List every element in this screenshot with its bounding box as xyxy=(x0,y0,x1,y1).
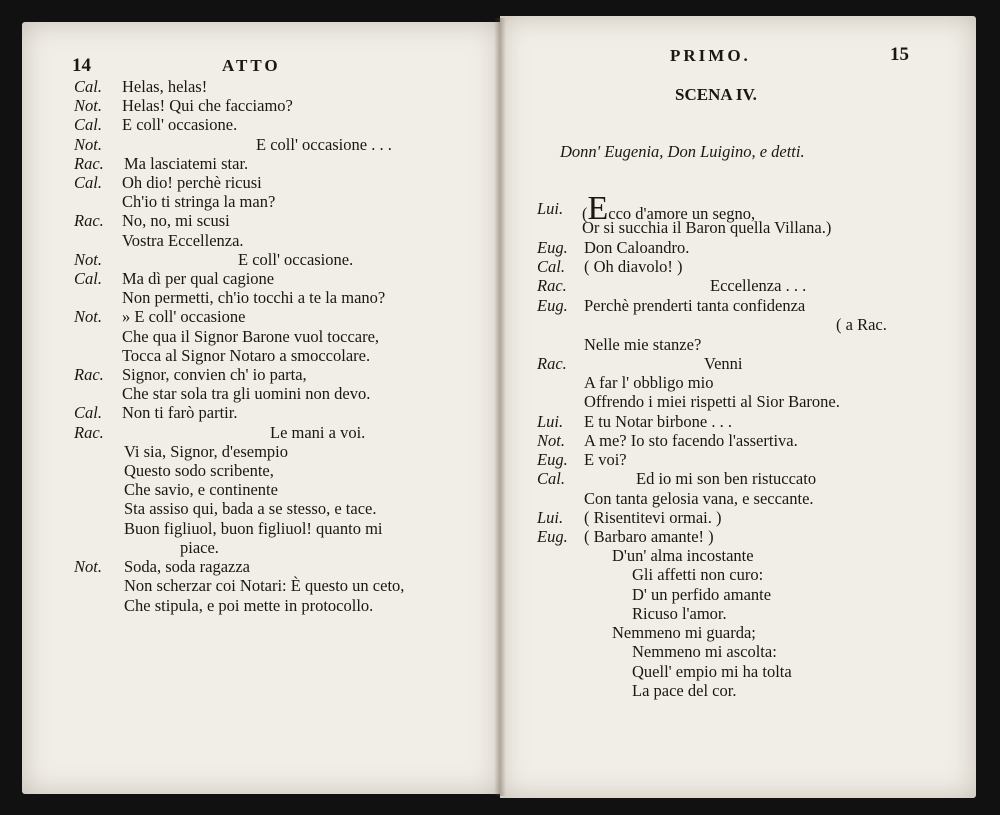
dialogue-line: ( Oh diavolo! ) xyxy=(584,257,683,276)
dialogue-line: Non permetti, ch'io tocchi a te la mano? xyxy=(122,288,386,307)
speaker-label: Not. xyxy=(74,250,102,269)
verse-line: D'un' alma incostante xyxy=(612,546,754,565)
dialogue-line: Don Caloandro. xyxy=(584,238,690,257)
dialogue-line: Con tanta gelosia vana, e seccante. xyxy=(584,489,814,508)
right-running-head: PRIMO. xyxy=(670,46,751,65)
left-page-number: 14 xyxy=(72,55,91,76)
dialogue-line: E tu Notar birbone . . . xyxy=(584,412,733,431)
drop-cap: E xyxy=(587,190,609,227)
book-gutter xyxy=(494,18,506,796)
speaker-label: Not. xyxy=(74,307,102,326)
dialogue-line: Ch'io ti stringa la man? xyxy=(122,192,276,211)
scene-characters: Donn' Eugenia, Don Luigino, e detti. xyxy=(560,142,805,161)
dialogue-line: Vi sia, Signor, d'esempio xyxy=(124,442,289,461)
verse-line: Ricuso l'amor. xyxy=(632,604,727,623)
dialogue-line: Ma lasciatemi star. xyxy=(124,154,249,173)
speaker-label: Not. xyxy=(74,135,102,154)
verse-line: Gli affetti non curo: xyxy=(632,565,764,584)
dialogue-line: Soda, soda ragazza xyxy=(124,557,250,576)
dialogue-line: Che star sola tra gli uomini non devo. xyxy=(122,384,371,403)
dialogue-line: (Ecco d'amore un segno, xyxy=(582,190,756,227)
dialogue-line: Non ti farò partir. xyxy=(122,403,238,422)
dialogue-line: Questo sodo scribente, xyxy=(124,461,274,480)
speaker-label: Rac. xyxy=(74,211,104,230)
verse-line: Nemmeno mi guarda; xyxy=(612,623,756,642)
dialogue-line: A me? Io sto facendo l'assertiva. xyxy=(584,431,798,450)
speaker-label: Eug. xyxy=(537,450,568,469)
left-running-head: ATTO xyxy=(222,56,281,75)
dialogue-line: Or si succhia il Baron quella Villana.) xyxy=(582,218,832,237)
speaker-label: Not. xyxy=(74,96,102,115)
stage-direction: ( a Rac. xyxy=(836,315,887,334)
right-page-number: 15 xyxy=(890,44,909,65)
speaker-label: Cal. xyxy=(74,269,102,288)
speaker-label: Cal. xyxy=(74,173,102,192)
dialogue-line: ( Risentitevi ormai. ) xyxy=(584,508,722,527)
dialogue-line: Ma dì per qual cagione xyxy=(122,269,275,288)
dialogue-line: Che stipula, e poi mette in protocollo. xyxy=(124,596,374,615)
speaker-label: Cal. xyxy=(74,77,102,96)
verse-line: La pace del cor. xyxy=(632,681,737,700)
speaker-label: Rac. xyxy=(74,154,104,173)
verse-line: Quell' empio mi ha tolta xyxy=(632,662,792,681)
dialogue-line: E voi? xyxy=(584,450,627,469)
dialogue-line: Le mani a voi. xyxy=(270,423,366,442)
dialogue-line: Vostra Eccellenza. xyxy=(122,231,244,250)
speaker-label: Eug. xyxy=(537,527,568,546)
dialogue-line: Oh dio! perchè ricusi xyxy=(122,173,262,192)
dialogue-line: Ed io mi son ben ristuccato xyxy=(636,469,817,488)
verse-line: Nemmeno mi ascolta: xyxy=(632,642,777,661)
verse-line: D' un perfido amante xyxy=(632,585,772,604)
dialogue-line: Che qua il Signor Barone vuol toccare, xyxy=(122,327,380,346)
dialogue-line: E coll' occasione . . . xyxy=(256,135,392,154)
dialogue-line: No, no, mi scusi xyxy=(122,211,230,230)
dialogue-line: Venni xyxy=(704,354,743,373)
dialogue-line: E coll' occasione. xyxy=(238,250,354,269)
speaker-label: Not. xyxy=(537,431,565,450)
scene-title: SCENA IV. xyxy=(675,85,757,104)
speaker-label: Lui. xyxy=(537,412,564,431)
speaker-label: Lui. xyxy=(537,199,564,218)
dialogue-line: Offrendo i miei rispetti al Sior Barone. xyxy=(584,392,840,411)
dialogue-line: Buon figliuol, buon figliuol! quanto mi xyxy=(124,519,383,538)
speaker-label: Rac. xyxy=(74,365,104,384)
dialogue-line: Perchè prenderti tanta confidenza xyxy=(584,296,806,315)
dialogue-line: Signor, convien ch' io parta, xyxy=(122,365,307,384)
dialogue-line: Tocca al Signor Notaro a smoccolare. xyxy=(122,346,371,365)
dialogue-line: Sta assiso qui, bada a se stesso, e tace. xyxy=(124,499,377,518)
dialogue-line: piace. xyxy=(180,538,219,557)
dialogue-line: » E coll' occasione xyxy=(122,307,246,326)
dialogue-line: Helas, helas! xyxy=(122,77,208,96)
dialogue-line: Eccellenza . . . xyxy=(710,276,807,295)
speaker-label: Rac. xyxy=(74,423,104,442)
dialogue-line: E coll' occasione. xyxy=(122,115,238,134)
speaker-label: Cal. xyxy=(74,115,102,134)
dialogue-line: A far l' obbligo mio xyxy=(584,373,714,392)
speaker-label: Lui. xyxy=(537,508,564,527)
speaker-label: Rac. xyxy=(537,276,567,295)
speaker-label: Cal. xyxy=(74,403,102,422)
speaker-label: Rac. xyxy=(537,354,567,373)
speaker-label: Cal. xyxy=(537,469,565,488)
speaker-label: Not. xyxy=(74,557,102,576)
speaker-label: Eug. xyxy=(537,296,568,315)
dialogue-line: Che savio, e continente xyxy=(124,480,278,499)
dialogue-line: Nelle mie stanze? xyxy=(584,335,702,354)
dialogue-line: Non scherzar coi Notari: È questo un ceto, xyxy=(124,576,405,595)
speaker-label: Eug. xyxy=(537,238,568,257)
speaker-label: Cal. xyxy=(537,257,565,276)
dialogue-line: Helas! Qui che facciamo? xyxy=(122,96,293,115)
dialogue-line: ( Barbaro amante! ) xyxy=(584,527,714,546)
